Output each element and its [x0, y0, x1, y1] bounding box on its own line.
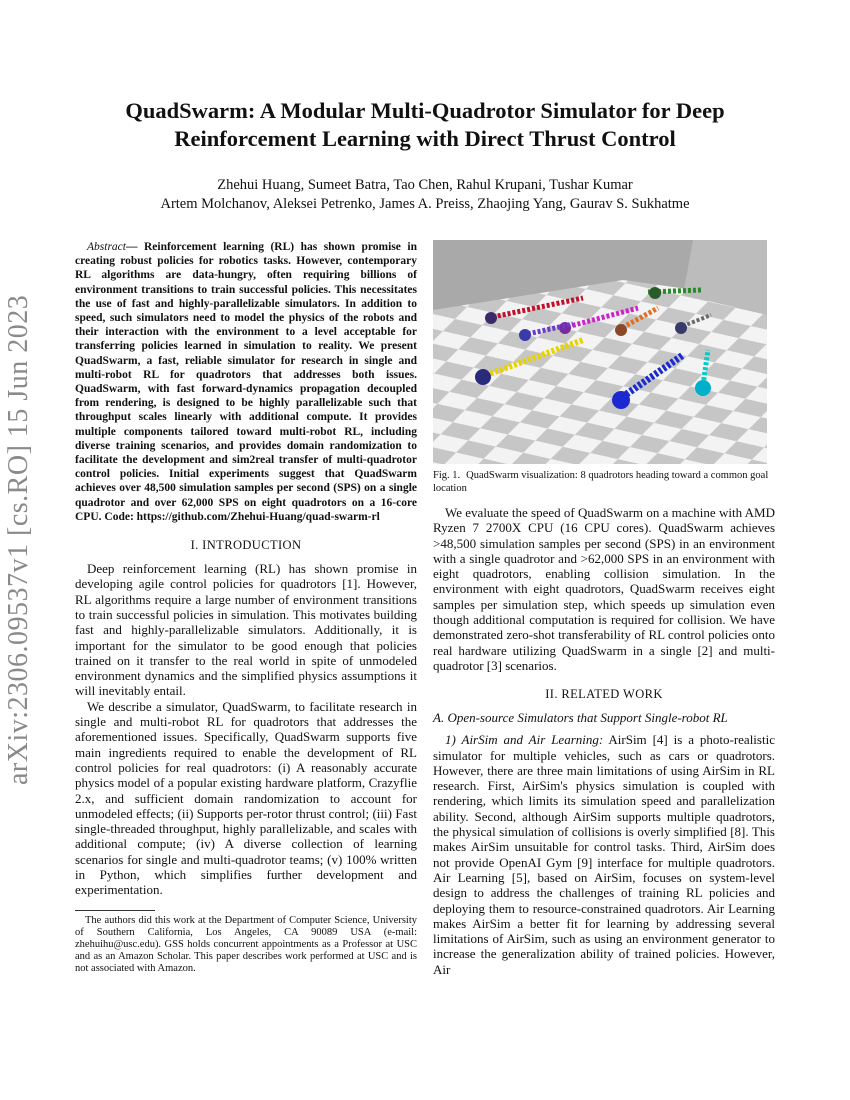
paper-title [95, 97, 755, 153]
title-line-2: Reinforcement Learning with Direct Thrust Control [174, 126, 676, 151]
quadrotor-red [485, 312, 497, 324]
figure-caption [433, 470, 775, 495]
right-column [433, 240, 775, 977]
abstract [75, 240, 417, 524]
airsim-paragraph [433, 732, 775, 977]
quadrotor-purple [519, 329, 531, 341]
figure-label: Fig. 1. [433, 470, 461, 481]
quadrotor-cyan [695, 380, 711, 396]
author-list [95, 176, 755, 214]
section-heading-related-work: II. RELATED WORK [545, 687, 663, 702]
abstract-text: — Reinforcement learning (RL) has shown promise in creating robust policies for robotics tasks. However, contemporary RL algorithms are data-hungry, often requiring billions of environment transitions to train successful policies. This necessitates the use of fast and highly-parallelizable simulators. In addition to speed, such simulators need to model the physics of the robots and their interaction with the environment to a level acceptable for transferring policies learned in simulation to reality. We present QuadSwarm, a fast, reliable simulator for research in single and multi-robot RL for quadrotors that addresses both issues. QuadSwarm, with fast forward-dynamics propagation decoupled from rendering, is designed to be highly parallelizable such that throughput scales linearly with additional compute. It provides multiple components tailored toward multi-robot RL, including diverse training scenarios, and provides domain randomization to facilitate the development and sim2real transfer of multi-quadrotor control policies. Initial experiments suggest that QuadSwarm achieves over 48,500 simulation samples per second (SPS) on a single quadrotor and over 62,000 SPS on eight quadrotors on a 16-core CPU. Code: https://github.com/Zhehui-Huang/quad-swarm-rl [75, 241, 417, 523]
section-heading-introduction: I. INTRODUCTION [190, 538, 302, 553]
quadrotor-blue [612, 391, 630, 409]
airsim-lead: 1) AirSim and Air Learning: [445, 732, 604, 748]
left-column [75, 240, 417, 976]
figure-quadswarm-visualization [433, 240, 767, 464]
abstract-label: Abstract [87, 241, 126, 253]
evaluation-paragraph: We evaluate the speed of QuadSwarm on a machine with AMD Ryzen 7 2700X CPU (16 CPU cores). QuadSwarm achieves >48,500 simulation samples per second (SPS) in an environment with a single quadrotor and >62,000 SPS in an environment with eight quadrotors, enabling collision simulation. In the environment with eight quadrotors, QuadSwarm receives eight samples per simulation step, which speeds up simulation even though additional computation is required for collision. We have demonstrated zero-shot transferability of RL control policies onto real hardware utilizing QuadSwarm in a single [2] and multi-quadrotor [3] scenarios. [433, 505, 775, 673]
intro-paragraph-1: Deep reinforcement learning (RL) has shown promise in developing agile control policies for quadrotors [1]. However, RL algorithms require a large number of environment transitions to train successful policies in simulation. This motivates building fast and highly-parallelizable simulators. Additionally, it is important for the simulator to be good enough that policies trained on it transfer to the real world in spite of unmodeled environment dynamics and the simplified physics assumptions it will inevitably entail. [75, 561, 417, 699]
arxiv-identifier-stamp: arXiv:2306.09537v1 [cs.RO] 15 Jun 2023 [3, 294, 34, 785]
subsection-heading-single-robot: A. Open-source Simulators that Support Single-robot RL [433, 710, 728, 726]
figure-caption-text: QuadSwarm visualization: 8 quadrotors heading toward a common goal location [433, 470, 769, 494]
quadrotor-gray [675, 322, 687, 334]
quadrotor-orange [615, 324, 627, 336]
authors-line-1: Zhehui Huang, Sumeet Batra, Tao Chen, Rahul Krupani, Tushar Kumar [217, 177, 633, 193]
airsim-text: AirSim [4] is a photo-realistic simulator for multiple vehicles, such as cars or quadrotors. However, there are three main limitations of using AirSim in RL research. First, AirSim's physics simulation is coupled with rendering, which limits its simulation speed and parallelization ability. Second, although AirSim supports multiple quadrotors, the physical simulation of collisions is overly simplified [8]. This makes AirSim unsuitable for control tasks. Third, AirSim does not provide OpenAI Gym [9] interface for multiple quadrotors. Air Learning [5], based on AirSim, focuses on system-level design to address the challenges of training RL policies and deploying them to resource-constrained quadrotors. Air Learning makes AirSim a better fit for learning by addressing several limitations of AirSim, such as using an environment generator to increase the generalization ability of trained policies. However, Air [433, 732, 775, 977]
authors-line-2: Artem Molchanov, Aleksei Petrenko, James A. Preiss, Zhaojing Yang, Gaurav S. Sukhatme [160, 196, 690, 212]
quadrotor-yellow [475, 369, 491, 385]
affiliation-footnote: The authors did this work at the Department of Computer Science, University of Southern California, Los Angeles, CA 90089 USA (e-mail: zhehuihu@usc.edu). GSS holds concurrent appointments as a Professor at USC and as an Amazon Scholar. This paper describes work performed at USC and is not associated with Amazon. [75, 914, 417, 975]
quadrotor-green [649, 287, 661, 299]
intro-paragraph-2: We describe a simulator, QuadSwarm, to facilitate research in single and multi-robot RL for quadrotors that addresses the aforementioned issues. Specifically, QuadSwarm supports five main ingredients required to enable the development of RL control policies for real quadrotors: (i) A reasonably accurate physics model of a popular existing hardware platform, Crazyflie 2.x, and sufficient domain randomization to account for unmodeled effects; (ii) Supports per-rotor thrust control; (iii) Fast single-threaded throughput, highly parallelizable, and scales with additional compute; (iv) A diverse collection of learning scenarios for single and multi-quadrotor teams; (v) 100% written in Python, which simplifies further development and experimentation. [75, 698, 417, 898]
title-line-1: QuadSwarm: A Modular Multi-Quadrotor Simulator for Deep [125, 98, 725, 123]
simulation-render [433, 240, 767, 464]
footnote-divider [75, 910, 155, 911]
